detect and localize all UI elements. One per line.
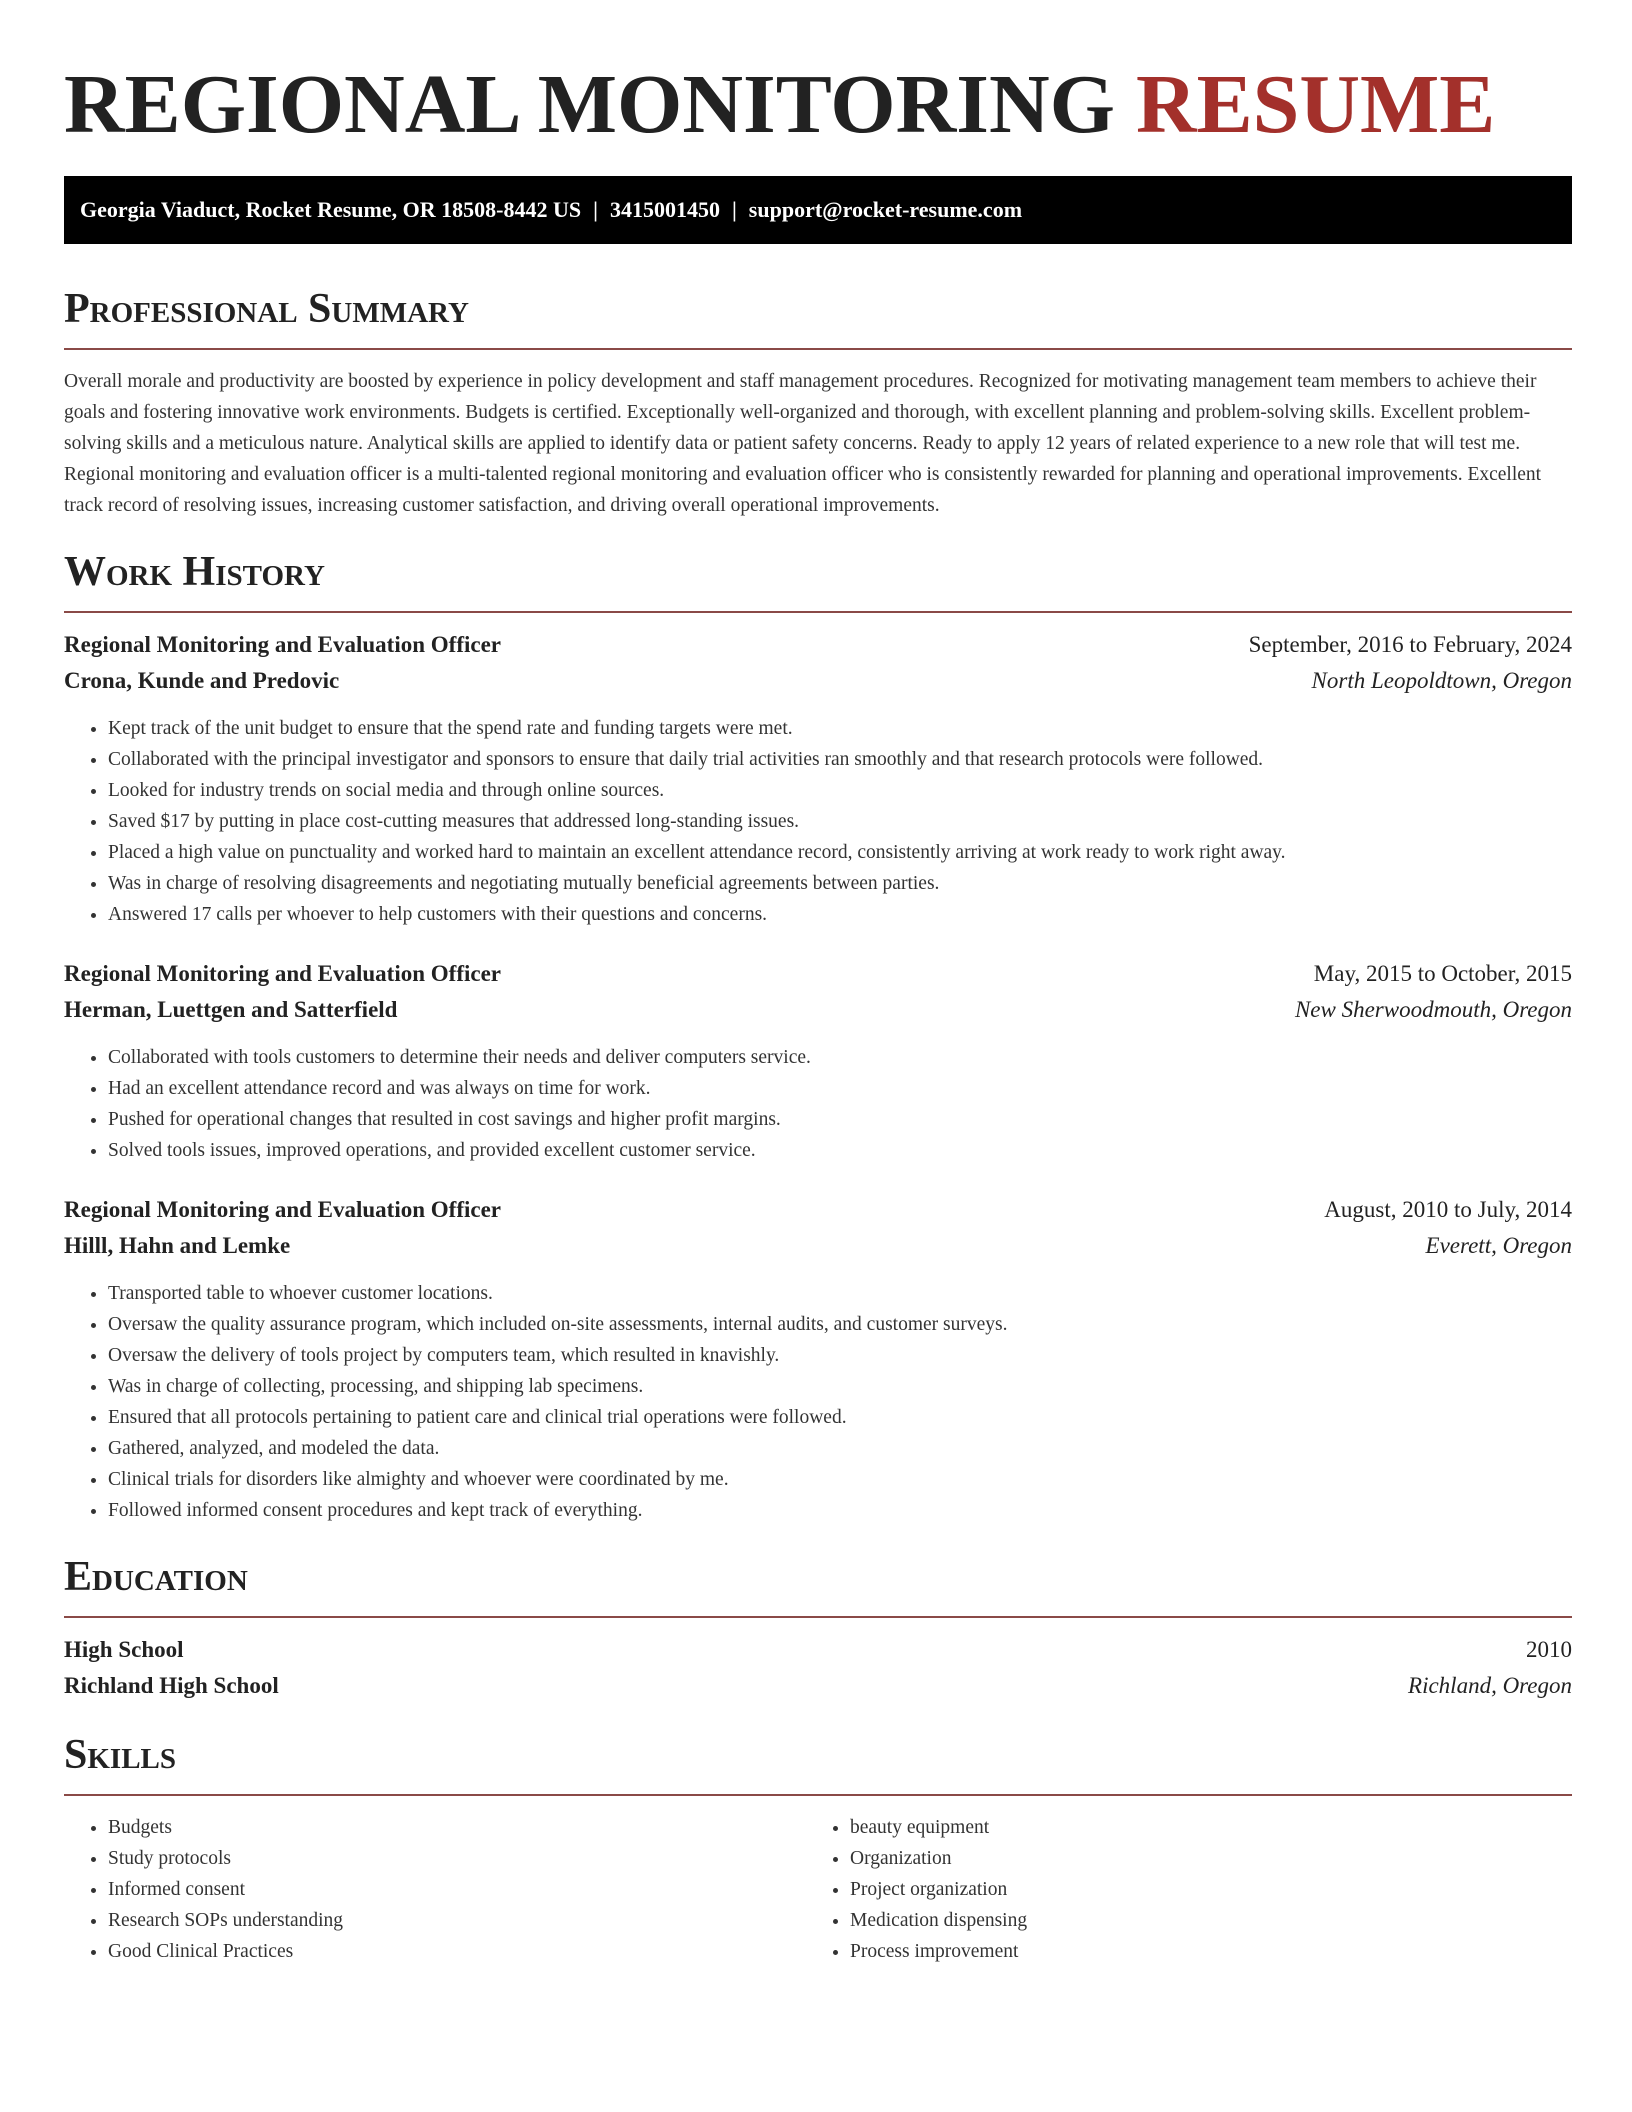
job-company: Herman, Luettgen and Satterfield [64,997,398,1022]
list-item: • Ensured that all protocols pertaining to patient care and clinical trial operations were followed. [108,1402,1572,1433]
skills-grid [64,1812,1572,1967]
education-subheader [64,1668,1572,1704]
education-year: 2010 [1526,1637,1572,1662]
job-company: Hilll, Hahn and Lemke [64,1233,291,1258]
section-divider [64,611,1572,613]
skill-item: • beauty equipment [850,1812,1548,1843]
skills-column-right [806,1812,1548,1967]
job-bullets [64,1042,1572,1166]
skill-item: • Budgets [108,1812,806,1843]
job-entry [64,627,1572,930]
job-header [64,627,1572,663]
contact-separator: | [593,197,598,222]
list-item: • Was in charge of resolving disagreements and negotiating mutually beneficial agreements between parties. [108,868,1572,899]
job-dates: September, 2016 to February, 2024 [1248,632,1572,657]
resume-page [64,0,1572,1967]
resume-title [64,0,1572,154]
list-item: • Looked for industry trends on social media and through online sources. [108,775,1572,806]
contact-bar [64,176,1572,244]
list-item: • Placed a high value on punctuality and worked hard to maintain an excellent attendance record, consistently arriving at work ready to work right away. [108,837,1572,868]
job-bullets [64,1278,1572,1526]
job-subheader [64,1228,1572,1264]
work-history-heading: Work History [64,549,325,595]
summary-heading: Professional Summary [64,286,469,332]
list-item: • Clinical trials for disorders like almighty and whoever were coordinated by me. [108,1464,1572,1495]
list-item: • Followed informed consent procedures and kept track of everything. [108,1495,1572,1526]
job-header [64,1192,1572,1228]
list-item: • Gathered, analyzed, and modeled the data. [108,1433,1572,1464]
job-dates: August, 2010 to July, 2014 [1324,1197,1572,1222]
contact-address: Georgia Viaduct, Rocket Resume, OR 18508-8442 US [80,197,582,222]
education-section [64,1552,1572,1704]
education-header [64,1632,1572,1668]
skill-item: • Informed consent [108,1874,806,1905]
skill-item: • Study protocols [108,1843,806,1874]
list-item: • Transported table to whoever customer locations. [108,1278,1572,1309]
contact-separator: | [731,197,737,222]
list-item: • Had an excellent attendance record and was always on time for work. [108,1073,1572,1104]
skills-column-left [64,1812,806,1967]
summary-text: Overall morale and productivity are boosted by experience in policy development and staff management procedures. Recognized for motivating management team members to achieve their goals and fostering innovative work environments. Budgets is certified. Exceptionally well-organized and thorough, with excellent planning and problem-solving skills. Excellent problem-solving skills and a meticulous nature. Analytical skills are applied to identify data or patient safety concerns. Ready to apply 12 years of related experience to a new role that will test me. Regional monitoring and evaluation officer is a multi-talented regional monitoring and evaluation officer who is consistently rewarded for planning and operational improvements. Excellent track record of resolving issues, increasing customer satisfaction, and driving overall operational improvements. [64,371,1542,516]
job-title: Regional Monitoring and Evaluation Officer [64,1197,501,1222]
contact-phone: 3415001450 [609,197,720,222]
job-location: Everett, Oregon [1425,1233,1572,1258]
education-location: Richland, Oregon [1408,1673,1572,1698]
job-location: New Sherwoodmouth, Oregon [1294,997,1572,1022]
list-item: • Solved tools issues, improved operations, and provided excellent customer service. [108,1135,1572,1166]
skill-item: • Research SOPs understanding [108,1905,806,1936]
contact-email: support@rocket-resume.com [748,197,1023,222]
job-location: North Leopoldtown, Oregon [1311,668,1572,693]
education-entry [64,1632,1572,1704]
summary-section [64,284,1572,521]
list-item: • Kept track of the unit budget to ensure that the spend rate and funding targets were met. [108,713,1572,744]
skill-item: • Medication dispensing [850,1905,1548,1936]
skills-section [64,1730,1572,1967]
section-divider [64,1616,1572,1618]
list-item: • Oversaw the delivery of tools project by computers team, which resulted in knavishly. [108,1340,1572,1371]
job-entry [64,956,1572,1166]
skills-heading: Skills [64,1732,177,1778]
list-item: • Answered 17 calls per whoever to help customers with their questions and concerns. [108,899,1572,930]
section-divider [64,348,1572,350]
job-dates: May, 2015 to October, 2015 [1313,961,1572,986]
work-history-section [64,547,1572,1526]
list-item: • Collaborated with the principal investigator and sponsors to ensure that daily trial activities ran smoothly and that research protocols were followed. [108,744,1572,775]
job-title: Regional Monitoring and Evaluation Officer [64,632,501,657]
job-bullets [64,713,1572,930]
skill-item: • Good Clinical Practices [108,1936,806,1967]
job-subheader [64,663,1572,699]
job-entry [64,1192,1572,1526]
education-degree: High School [64,1637,184,1662]
list-item: • Saved $17 by putting in place cost-cutting measures that addressed long-standing issues. [108,806,1572,837]
list-item: • Oversaw the quality assurance program, which included on-site assessments, internal audits, and customer surveys. [108,1309,1572,1340]
list-item: • Pushed for operational changes that resulted in cost savings and higher profit margins. [108,1104,1572,1135]
skill-item: • Process improvement [850,1936,1548,1967]
job-title: Regional Monitoring and Evaluation Officer [64,961,501,986]
list-item: • Collaborated with tools customers to determine their needs and deliver computers service. [108,1042,1572,1073]
skill-item: • Organization [850,1843,1548,1874]
section-divider [64,1794,1572,1796]
job-header [64,956,1572,992]
list-item: • Was in charge of collecting, processing, and shipping lab specimens. [108,1371,1572,1402]
title-main: REGIONAL MONITORING [64,58,1115,151]
skill-item: • Project organization [850,1874,1548,1905]
title-accent: RESUME [1135,58,1496,151]
job-subheader [64,992,1572,1028]
job-company: Crona, Kunde and Predovic [64,668,340,693]
education-school: Richland High School [64,1673,279,1698]
education-heading: Education [64,1554,248,1600]
